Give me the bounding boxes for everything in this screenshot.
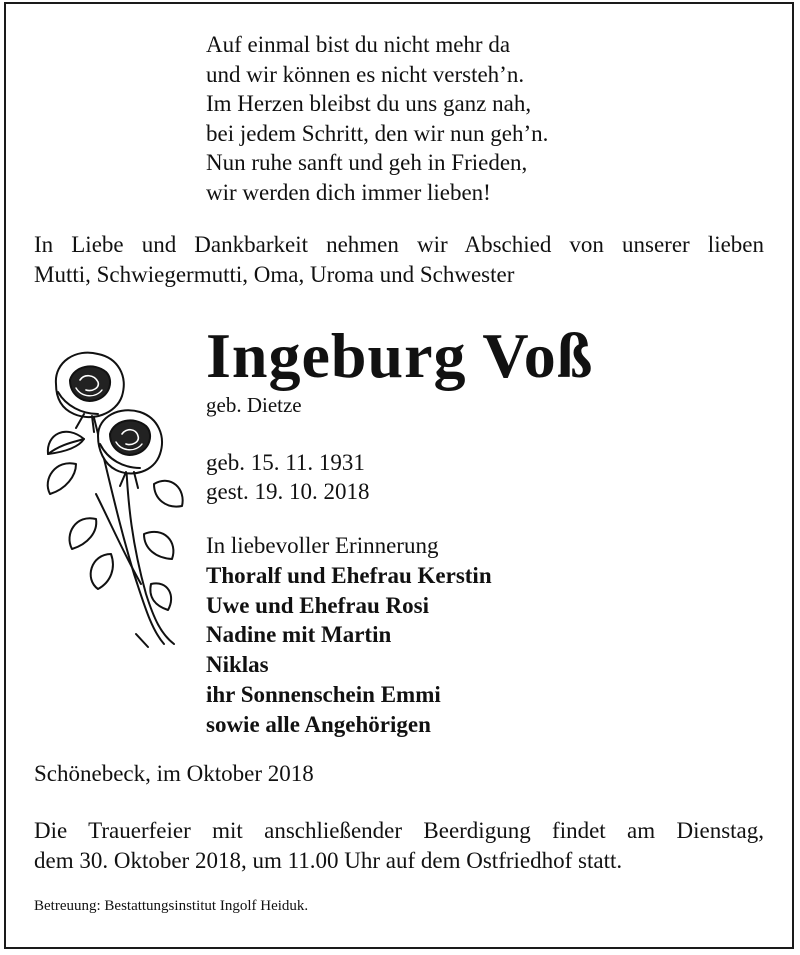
death-date: gest. 19. 10. 2018 bbox=[206, 479, 370, 504]
intro-line: Mutti, Schwiegermutti, Oma, Uroma und Schwester bbox=[34, 262, 515, 287]
mourner-names bbox=[206, 561, 492, 740]
funeral-line: Die Trauerfeier mit anschließender Beerdigung findet am Dienstag, bbox=[34, 818, 764, 843]
poem-line: Im Herzen bleibst du uns ganz nah, bbox=[206, 91, 532, 116]
poem-line: Auf einmal bist du nicht mehr da bbox=[206, 32, 511, 57]
mourners bbox=[206, 531, 492, 740]
mourners-heading: In liebevoller Erinnerung bbox=[206, 533, 439, 558]
intro-text bbox=[34, 230, 764, 290]
roses-icon bbox=[36, 344, 186, 659]
maiden-name: geb. Dietze bbox=[206, 393, 302, 417]
funeral-notice bbox=[34, 816, 764, 876]
funeral-line: dem 30. Oktober 2018, um 11.00 Uhr auf dem Ostfriedhof statt. bbox=[34, 848, 623, 873]
life-dates bbox=[206, 448, 370, 506]
mourner-name: Niklas bbox=[206, 652, 269, 678]
mourner-name: ihr Sonnenschein Emmi bbox=[206, 681, 441, 707]
intro-line: In Liebe und Dankbarkeit nehmen wir Abschied von unserer lieben bbox=[34, 232, 764, 257]
poem-line: wir werden dich immer lieben! bbox=[206, 179, 491, 205]
poem-line: Nun ruhe sanft und geh in Frieden, bbox=[206, 150, 528, 175]
poem-line: bei jedem Schritt, den wir nun geh’n. bbox=[206, 120, 549, 146]
poem bbox=[206, 30, 548, 207]
mourner-name: Nadine mit Martin bbox=[206, 622, 392, 648]
mourner-name: Uwe und Ehefrau Rosi bbox=[206, 592, 430, 618]
deceased-name: Ingeburg Voß bbox=[206, 320, 594, 391]
mourner-name: Thoralf und Ehefrau Kerstin bbox=[206, 562, 492, 588]
funeral-home-credit: Betreuung: Bestattungsinstitut Ingolf Heiduk. bbox=[34, 898, 309, 914]
place-date: Schönebeck, im Oktober 2018 bbox=[34, 761, 314, 786]
poem-line: und wir können es nicht versteh’n. bbox=[206, 61, 525, 87]
birth-date: geb. 15. 11. 1931 bbox=[206, 450, 365, 475]
mourner-name: sowie alle Angehörigen bbox=[206, 711, 431, 737]
